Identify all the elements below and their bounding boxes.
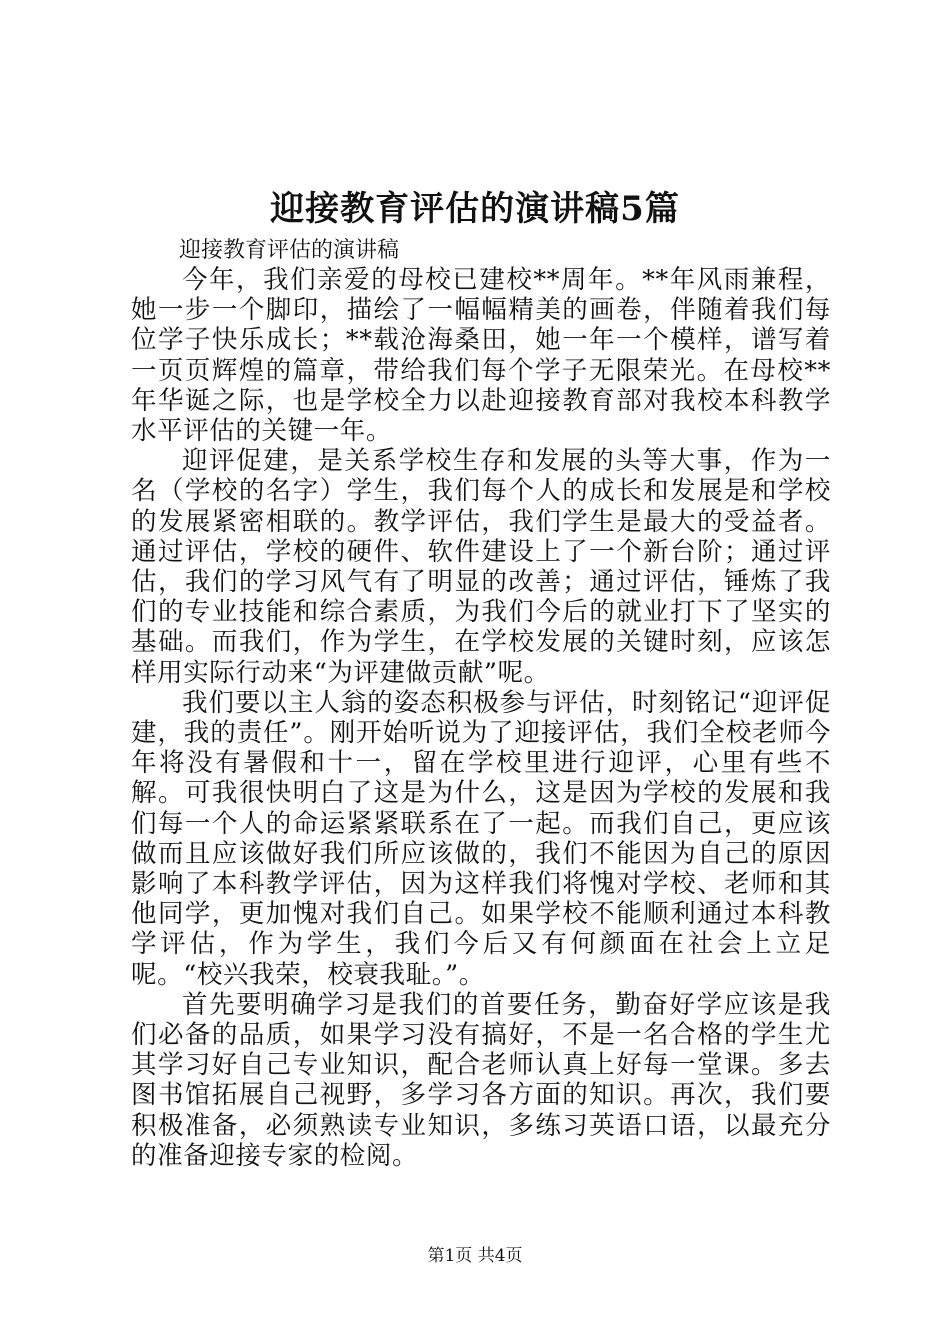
document-body	[131, 236, 831, 1171]
paragraph-2: 迎评促建，是关系学校生存和发展的头等大事，作为一名（学校的名字）学生，我们每个人的成长和发展是和学校的发展紧密相联的。教学评估，我们学生是最大的受益者。通过评估，学校的硬件、软件建设上了一个新台阶；通过评估，我们的学习风气有了明显的改善；通过评估，锤炼了我们的专业技能和综合素质，为我们今后的就业打下了坚实的基础。而我们，作为学生，在学校发展的关键时刻，应该怎样用实际行动来“为评建做贡献”呢。	[131, 446, 831, 688]
document-subtitle: 迎接教育评估的演讲稿	[179, 238, 400, 263]
paragraph-1: 今年，我们亲爱的母校已建校**周年。**年风雨兼程，她一步一个脚印，描绘了一幅幅精美的画卷，伴随着我们每位学子快乐成长；**载沧海桑田，她一年一个模样，谱写着一页页辉煌的篇章，带给我们每个学子无限荣光。在母校**年华诞之际，也是学校全力以赴迎接教育部对我校本科教学水平评估的关键一年。	[131, 265, 831, 447]
paragraph-4: 首先要明确学习是我们的首要任务，勤奋好学应该是我们必备的品质，如果学习没有搞好，不是一名合格的学生尤其学习好自己专业知识，配合老师认真上好每一堂课。多去图书馆拓展自己视野，多学习各方面的知识。再次，我们要积极准备，必须熟读专业知识，多练习英语口语，以最充分的准备迎接专家的检阅。	[131, 989, 831, 1171]
page-footer: 第1页 共4页	[427, 1246, 523, 1266]
document-title: 迎接教育评估的演讲稿5篇	[270, 189, 680, 229]
paragraph-3: 我们要以主人翁的姿态积极参与评估，时刻铭记“迎评促建，我的责任”。刚开始听说为了迎接评估，我们全校老师今年将没有暑假和十一，留在学校里进行迎评，心里有些不解。可我很快明白了这是为什么，这是因为学校的发展和我们每一个人的命运紧紧联系在了一起。而我们自己，更应该做而且应该做好我们所应该做的，我们不能因为自己的原因影响了本科教学评估，因为这样我们将愧对学校、老师和其他同学，更加愧对我们自己。如果学校不能顺利通过本科教学评估，作为学生，我们今后又有何颜面在社会上立足呢。“校兴我荣，校衰我耻。”。	[131, 687, 831, 990]
